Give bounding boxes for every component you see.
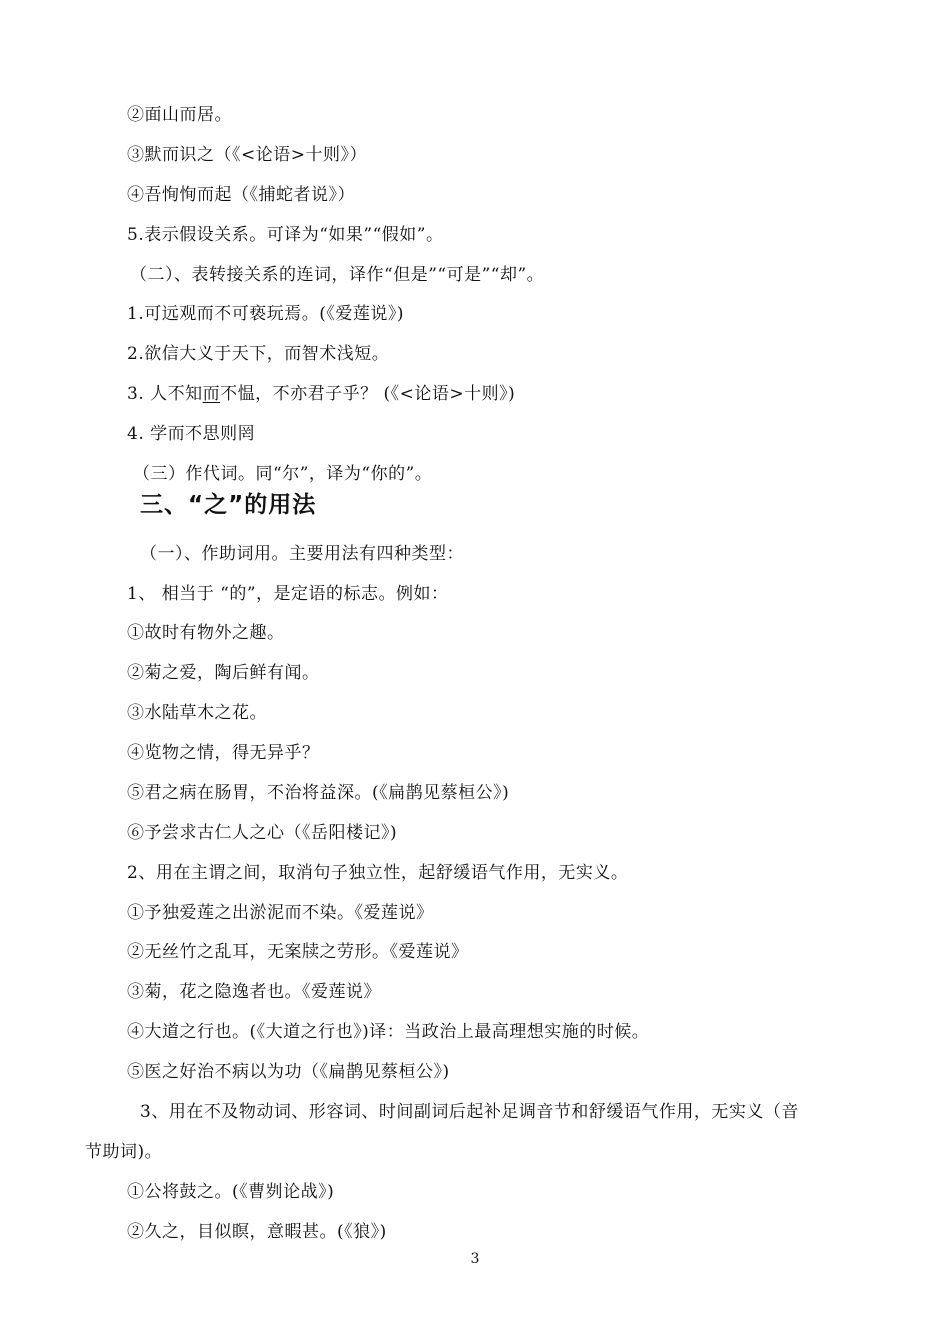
text-line: 3、用在不及物动词、形容词、时间副词后起补足调音节和舒缓语气作用，无实义（音 xyxy=(140,1102,799,1122)
text-line: （三）作代词。同“尔”，译为“你的”。 xyxy=(133,464,433,484)
text-line: ④大道之行也。(《大道之行也》)译：当政治上最高理想实施的时候。 xyxy=(127,1022,650,1042)
text-line: 4. 学而不思则罔 xyxy=(127,424,256,444)
text-line: 2、用在主谓之间，取消句子独立性，起舒缓语气作用，无实义。 xyxy=(127,863,629,883)
text-segment: 3. 人不知 xyxy=(127,384,203,404)
text-line: ③水陆草木之花。 xyxy=(127,703,267,723)
underlined-character: 而 xyxy=(202,384,221,404)
text-line: ⑤医之好治不病以为功（《扁鹊见蔡桓公》) xyxy=(127,1062,450,1082)
section-heading: 三、“之”的用法 xyxy=(140,492,317,518)
text-line: ①予独爱莲之出淤泥而不染。《爱莲说》 xyxy=(127,903,434,923)
text-line: ③默而识之（《<论语>十则》） xyxy=(127,145,367,165)
text-line: ①故时有物外之趣。 xyxy=(127,623,285,643)
text-line: ⑤君之病在肠胃，不治将益深。(《扁鹊见蔡桓公》) xyxy=(127,783,510,803)
page-number: 3 xyxy=(470,1251,480,1267)
text-line: 节助词)。 xyxy=(85,1142,163,1162)
text-line: （一）、作助词用。主要用法有四种类型： xyxy=(140,544,464,564)
text-line: ③菊，花之隐逸者也。《爱莲说》 xyxy=(127,982,381,1002)
text-segment: 不愠，不亦君子乎？ (《<论语>十则》) xyxy=(220,384,516,404)
text-line: ⑥予尝求古仁人之心（《岳阳楼记》) xyxy=(127,823,398,843)
text-line-with-underline xyxy=(127,383,515,405)
text-line: ④览物之情，得无异乎？ xyxy=(127,743,320,763)
text-line: ②无丝竹之乱耳，无案牍之劳形。《爱莲说》 xyxy=(127,942,469,962)
text-line: ②菊之爱，陶后鲜有闻。 xyxy=(127,663,320,683)
text-line: ②久之，目似瞑，意暇甚。(《狼》) xyxy=(127,1222,387,1242)
text-line: ②面山而居。 xyxy=(127,105,232,125)
text-line: 2.欲信大义于天下，而智术浅短。 xyxy=(127,344,390,364)
text-line: 5.表示假设关系。可译为“如果”“假如”。 xyxy=(127,225,444,245)
text-line: （二）、表转接关系的连词，译作“但是”“可是”“却”。 xyxy=(130,265,545,285)
text-line: ④吾恂恂而起（《捕蛇者说》） xyxy=(127,185,355,205)
text-line: ①公将鼓之。(《曹刿论战》) xyxy=(127,1182,335,1202)
text-line: 1.可远观而不可亵玩焉。(《爱莲说》) xyxy=(127,304,404,324)
text-line: 1、 相当于 “的”，是定语的标志。例如： xyxy=(127,584,449,604)
